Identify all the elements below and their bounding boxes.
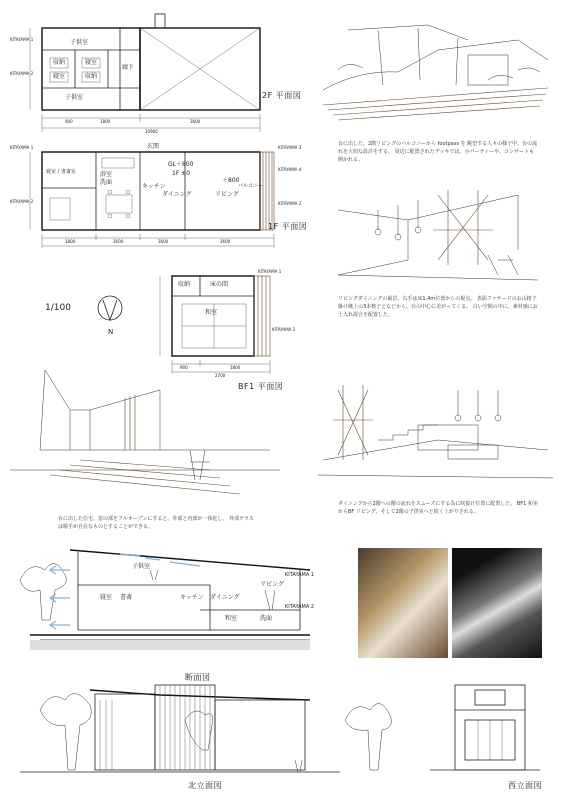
- north-label: N: [108, 328, 114, 336]
- room-label: 寝室: [85, 59, 98, 66]
- dim-label: 1800: [100, 119, 111, 124]
- north-elevation: [20, 680, 340, 785]
- dim-label: 3600: [113, 239, 124, 244]
- room-label: リビング: [215, 191, 239, 198]
- dim-label: 900: [65, 119, 73, 124]
- section-room: 寝室: [100, 594, 113, 601]
- room-label: 子供室: [70, 39, 89, 46]
- sketch-deck-exterior: [318, 10, 553, 130]
- plan-2f-drawing: [10, 10, 260, 140]
- marker-label: KITAYAMA 4: [278, 167, 302, 172]
- section-svg: [10, 540, 330, 670]
- plan-1f-drawing: [10, 140, 310, 250]
- room-label: 寝室 / 書斎室: [46, 169, 76, 175]
- marker-label: KITAYAMA 2: [10, 71, 34, 76]
- marker-label: KITAYAMA 2: [10, 199, 34, 204]
- section-title: 断面図: [185, 673, 211, 682]
- west-elevation: [340, 680, 540, 780]
- section-room: 書斎: [120, 594, 133, 601]
- dim-label: 2700: [215, 373, 226, 378]
- dim-label: 1800: [230, 365, 241, 370]
- section-room: 子供室: [132, 563, 151, 570]
- caption-2: リビングダイニングの風景。右手は床1.4m位置からの視点。 表面ファサードのお山格子 掛け縄上の3本格子となどから。台の中心に差がってくる。 白い空間の中に、素材感にお土入れ混合を配置した。: [338, 296, 538, 318]
- marker-label: KITAYAMA 3: [278, 145, 302, 150]
- room-label: 浴室: [100, 171, 113, 178]
- plan-2f: [10, 10, 260, 140]
- room-label: 洗面: [100, 179, 113, 186]
- dim-label: 10900: [145, 129, 158, 134]
- caption-1: 台に出した、2階リビングのバルコニーから footpass を 眺望する人々の様子中。台の流れを大切な設計をする。 周辺に配置されたデッキでは、小パーティーや、コンサートも開かれる。: [338, 141, 538, 163]
- sketch-living-dining: [338, 180, 548, 290]
- marker-label: KITAYAMA 1: [10, 37, 34, 42]
- room-label: バルコニー: [238, 183, 264, 189]
- plan-2f-title: 2F 平面図: [262, 91, 302, 100]
- scale-label: 1/100: [45, 303, 71, 313]
- room-label: 寝室: [53, 73, 66, 80]
- section-room: リビング: [260, 581, 284, 588]
- sketch-dining-stairs: [318, 380, 553, 490]
- room-label: 収納: [178, 281, 191, 288]
- west-elevation-title: 西立面図: [508, 781, 542, 790]
- section-room: キッチン: [180, 594, 204, 601]
- dim-label: 3600: [220, 239, 231, 244]
- room-label: 床の間: [210, 281, 229, 288]
- section-drawing: [10, 540, 330, 670]
- room-label: 収納: [85, 73, 98, 80]
- room-label: ＋800: [222, 177, 240, 184]
- marker-label: KITAYAMA 2: [278, 201, 302, 206]
- section-room: 洗面: [260, 615, 273, 622]
- north-arrow-icon: [96, 292, 126, 332]
- section-room: ダイニング: [210, 594, 240, 601]
- room-label: 和室: [205, 309, 218, 316]
- plan-1f-title: 1F 平面図: [268, 222, 308, 231]
- room-label: 廊下: [122, 64, 135, 71]
- dim-label: 3600: [158, 239, 169, 244]
- dim-label: 1800: [65, 239, 76, 244]
- room-label: キッチン: [142, 183, 166, 190]
- room-label: 1F ±0: [172, 170, 191, 177]
- marker-label: KITAYAMA 1: [258, 269, 282, 274]
- section-room: 和室: [225, 615, 238, 622]
- room-label: 収納: [53, 59, 66, 66]
- model-photo-1: [358, 548, 448, 658]
- room-label: 子供室: [65, 94, 84, 101]
- marker-label: KITAYAMA 1: [285, 572, 315, 578]
- plan-1f: [10, 140, 310, 250]
- plan-bf1-title: BF1 平面図: [238, 382, 284, 391]
- caption-4: ダイニングから2階への階の流れをスムーズにする為に吹抜け位置に配置した。 BF1 和室からBF リビング、そして2階の子供室へと続く上がりされる。: [338, 501, 538, 515]
- room-label: 玄関: [147, 143, 160, 150]
- room-label: ダイニング: [162, 191, 192, 198]
- marker-label: KITAYAMA 1: [10, 145, 34, 150]
- north-elevation-title: 北立面図: [188, 781, 222, 790]
- dim-label: 3600: [190, 119, 201, 124]
- dim-label: 900: [180, 365, 188, 370]
- caption-3: 台に出した住宅、窓の部をフルオープンにすると、外部と内部が一体化し、 外部テラスは勝手が自在なものとすることができる。: [58, 516, 254, 530]
- model-photo-2: [452, 548, 542, 658]
- room-label: GL＋800: [168, 161, 194, 168]
- sketch-open-terrace: [10, 350, 280, 510]
- marker-label: KITAYAMA 2: [272, 327, 296, 332]
- marker-label: KITAYAMA 2: [285, 604, 315, 610]
